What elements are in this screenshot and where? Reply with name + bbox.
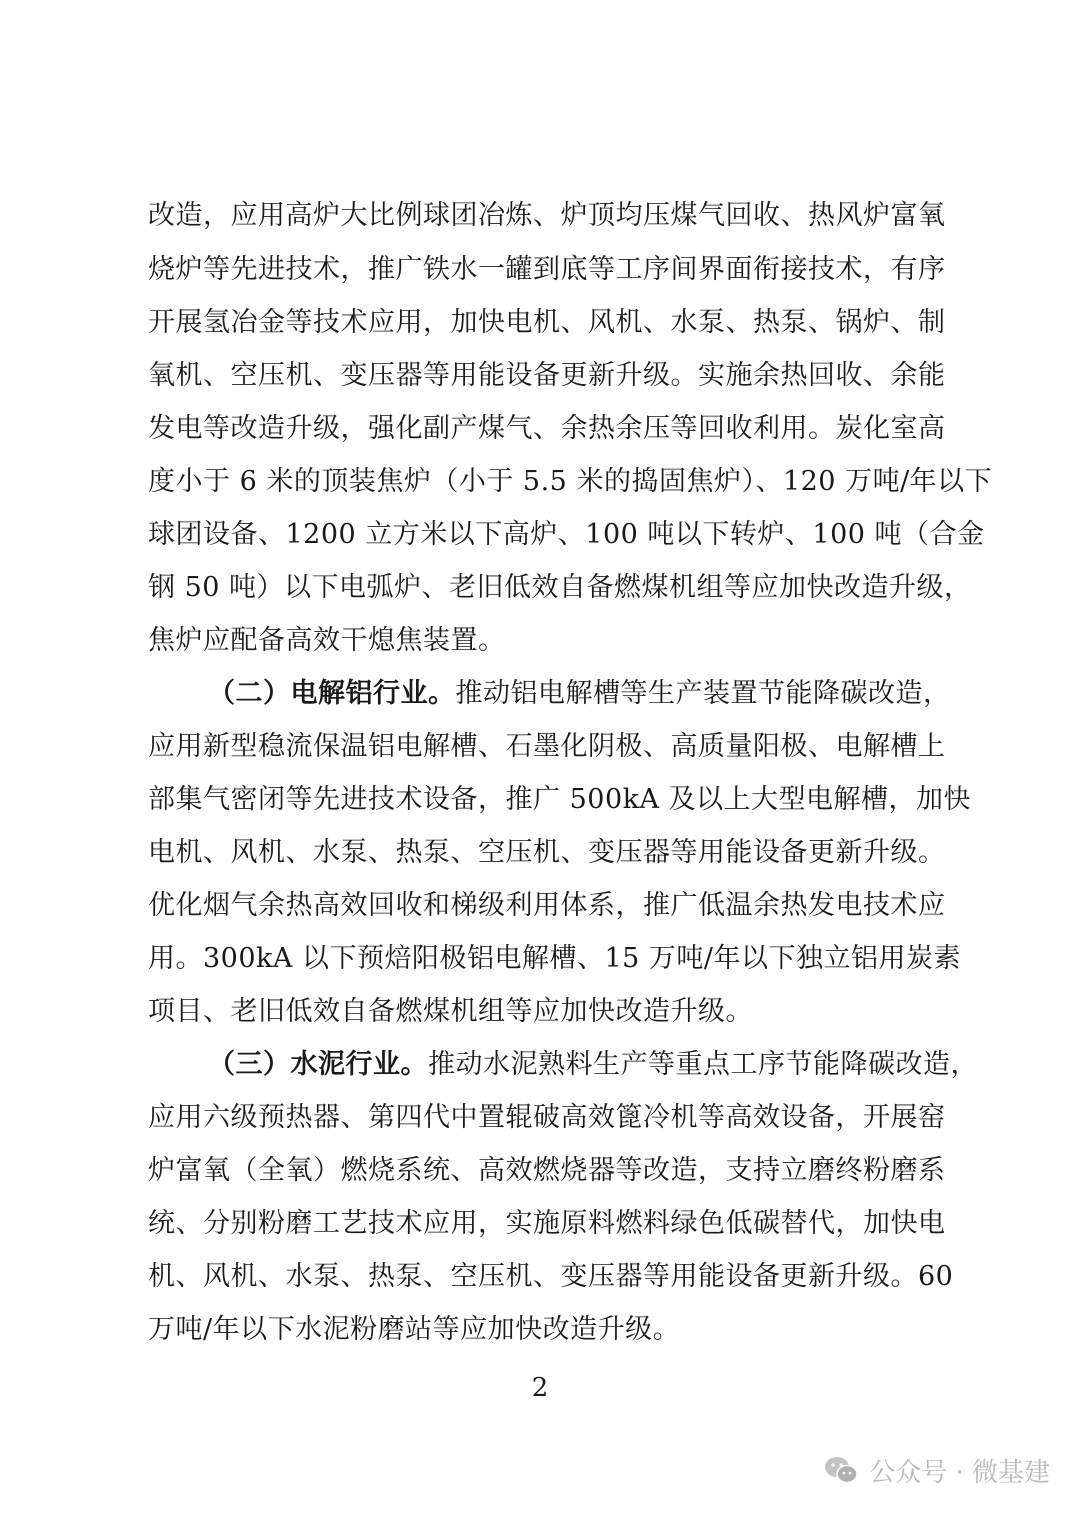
paragraph-1-line-3: 开展氢冶金等技术应用，加快电机、风机、水泵、热泵、锅炉、制 — [148, 307, 946, 338]
paragraph-1-line-7: 球团设备、1200 立方米以下高炉、100 吨以下转炉、100 吨（合金 — [148, 519, 985, 550]
section-3-line-4: 统、分别粉磨工艺技术应用，实施原料燃料绿色低碳替代，加快电 — [148, 1208, 946, 1239]
page-number: 2 — [531, 1373, 549, 1403]
paragraph-1-line-8: 钢 50 吨）以下电弧炉、老旧低效自备燃煤机组等应加快改造升级， — [148, 572, 972, 603]
paragraph-1-line-4: 氧机、空压机、变压器等用能设备更新升级。实施余热回收、余能 — [148, 360, 946, 391]
section-2-line-4: 电机、风机、水泵、热泵、空压机、变压器等用能设备更新升级。 — [148, 837, 946, 868]
section-3-line-6: 万吨/年以下水泥粉磨站等应加快改造升级。 — [148, 1314, 681, 1345]
paragraph-1-line-9: 焦炉应配备高效干熄焦装置。 — [148, 625, 506, 656]
section-3-line-2: 应用六级预热器、第四代中置辊破高效篦冷机等高效设备，开展窑 — [148, 1102, 946, 1133]
section-3-heading: （三）水泥行业。 — [208, 1049, 428, 1080]
section-2-first-line — [208, 674, 951, 714]
paragraph-1-line-1: 改造，应用高炉大比例球团冶炼、炉顶均压煤气回收、热风炉富氧 — [148, 200, 946, 231]
section-3-line-5: 机、风机、水泵、热泵、空压机、变压器等用能设备更新升级。60 — [148, 1261, 954, 1292]
section-2-heading: （二）电解铝行业。 — [208, 678, 456, 709]
section-2-first-line-text: 推动铝电解槽等生产装置节能降碳改造， — [455, 678, 951, 709]
paragraph-1-line-5: 发电等改造升级，强化副产煤气、余热余压等回收利用。炭化室高 — [148, 413, 946, 444]
section-2-line-7: 项目、老旧低效自备燃煤机组等应加快改造升级。 — [148, 996, 753, 1027]
watermark-text: 公众号 · 微基建 — [869, 1457, 1050, 1488]
section-3-line-3: 炉富氧（全氧）燃烧系统、高效燃烧器等改造，支持立磨终粉磨系 — [148, 1155, 946, 1186]
section-3-first-line — [208, 1045, 978, 1085]
watermark — [823, 1448, 1050, 1492]
paragraph-1-line-6: 度小于 6 米的顶装焦炉（小于 5.5 米的捣固焦炉）、120 万吨/年以下 — [148, 466, 993, 497]
wechat-icon — [823, 1455, 859, 1485]
section-2-line-5: 优化烟气余热高效回收和梯级利用体系，推广低温余热发电技术应 — [148, 890, 946, 921]
section-2-line-6: 用。300kA 以下预焙阳极铝电解槽、15 万吨/年以下独立铝用炭素 — [148, 943, 962, 974]
paragraph-1-line-2: 烧炉等先进技术，推广铁水一罐到底等工序间界面衔接技术，有序 — [148, 254, 946, 285]
section-3-first-line-text: 推动水泥熟料生产等重点工序节能降碳改造， — [428, 1049, 978, 1080]
section-2-line-3: 部集气密闭等先进技术设备，推广 500kA 及以上大型电解槽，加快 — [148, 784, 972, 815]
section-2-line-2: 应用新型稳流保温铝电解槽、石墨化阴极、高质量阳极、电解槽上 — [148, 731, 946, 762]
